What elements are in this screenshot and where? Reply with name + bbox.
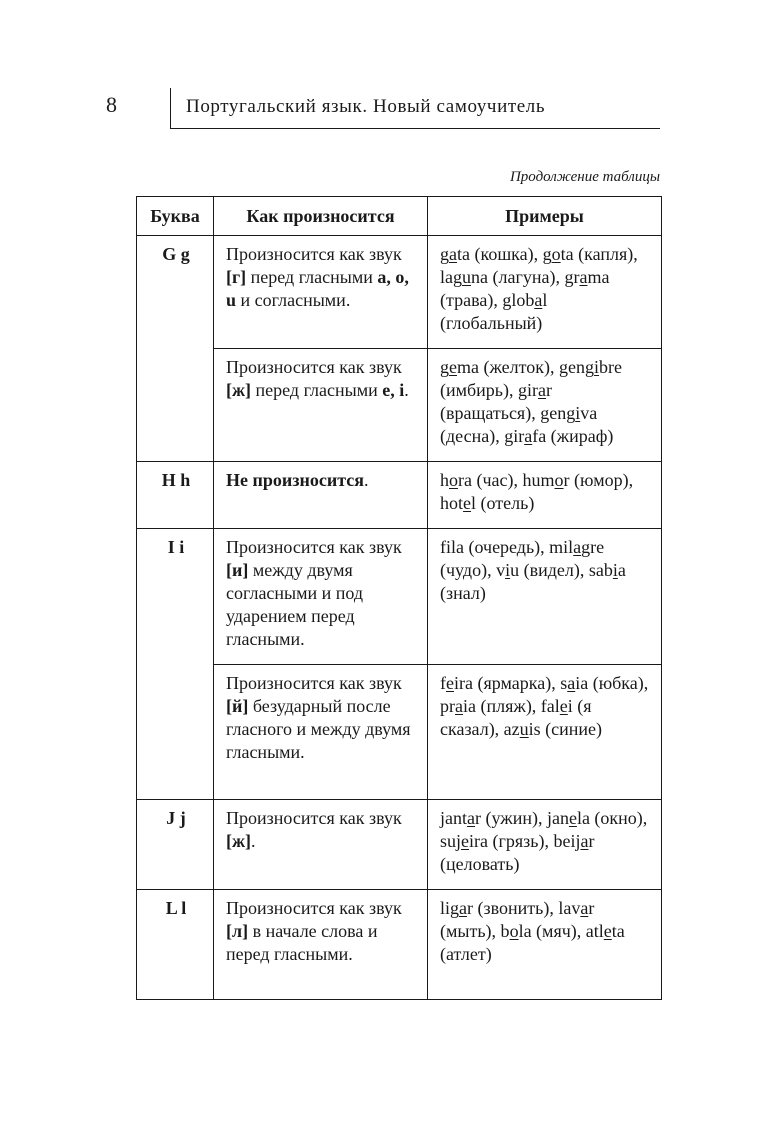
text-run: va (десна), gir: [440, 403, 598, 446]
stressed-vowel: o: [554, 470, 564, 490]
bold-text: Не произносится: [226, 470, 364, 490]
text-run: la (окно), suj: [440, 808, 648, 851]
text-run: Произносится как звук: [226, 898, 402, 918]
text-run: ra (час), hum: [458, 470, 555, 490]
stressed-vowel: a: [459, 898, 468, 918]
stressed-vowel: a: [455, 696, 463, 716]
bold-text: [й]: [226, 696, 249, 716]
column-header-examples: Примеры: [428, 197, 662, 236]
stressed-vowel: e: [568, 808, 577, 828]
text-run: is (синие): [528, 719, 603, 739]
pronunciation-cell: [214, 800, 428, 890]
stressed-vowel: o: [551, 244, 561, 264]
stressed-vowel: e: [461, 831, 470, 851]
table-row: [137, 665, 662, 800]
stressed-vowel: u: [519, 719, 529, 739]
stressed-vowel: i: [612, 560, 618, 580]
text-run: перед гласными: [246, 267, 378, 287]
text-run: r (юмор), hot: [440, 470, 634, 513]
pronunciation-table: [136, 196, 662, 1000]
stressed-vowel: e: [446, 673, 454, 693]
stressed-vowel: a: [449, 244, 457, 264]
stressed-vowel: e: [603, 921, 612, 941]
bold-text: [г]: [226, 267, 247, 287]
pronunciation-cell: [214, 665, 428, 800]
stressed-vowel: a: [538, 380, 547, 400]
table-row: [137, 890, 662, 1000]
examples-cell: [428, 800, 662, 890]
text-run: fa (жираф): [532, 426, 614, 446]
stressed-vowel: i: [505, 560, 511, 580]
text-run: Произносится как звук: [226, 244, 402, 264]
examples-cell: [428, 665, 662, 800]
bold-text: e, i: [382, 380, 405, 400]
table-row: [137, 462, 662, 529]
text-run: f: [440, 673, 446, 693]
text-run: ta (кошка), g: [457, 244, 552, 264]
text-run: r (целовать): [440, 831, 595, 874]
bold-text: [ж]: [226, 380, 252, 400]
examples-cell: [428, 349, 662, 462]
stressed-vowel: a: [573, 537, 582, 557]
text-run: g: [440, 357, 449, 377]
text-run: Произносится как звук: [226, 537, 402, 557]
page-number: 8: [106, 92, 117, 117]
text-run: перед гласными: [251, 380, 383, 400]
stressed-vowel: i: [575, 403, 581, 423]
text-run: между двумя согласными и под ударением перед гласными.: [226, 560, 364, 649]
text-run: ira (грязь), beij: [469, 831, 581, 851]
text-run: и согласными.: [236, 290, 351, 310]
table-row: [137, 236, 662, 349]
text-run: Произносится как звук: [226, 357, 402, 377]
pronunciation-cell: [214, 529, 428, 665]
text-run: r (мыть), b: [440, 898, 595, 941]
stressed-vowel: a: [534, 290, 543, 310]
text-run: Произносится как звук: [226, 673, 402, 693]
text-run: ta (атлет): [440, 921, 625, 964]
letter-cell: H h: [137, 462, 214, 529]
stressed-vowel: o: [509, 921, 519, 941]
text-run: jant: [440, 808, 467, 828]
text-run: в начале слова и перед гласными.: [226, 921, 378, 964]
letter-cell: L l: [137, 890, 214, 1000]
examples-cell: [428, 236, 662, 349]
stressed-vowel: a: [467, 808, 475, 828]
bold-text: [ж]: [226, 831, 252, 851]
text-run: la (мяч), atl: [518, 921, 604, 941]
text-run: u (видел), sab: [510, 560, 613, 580]
table-row: [137, 800, 662, 890]
text-run: ma (трава), glob: [440, 267, 610, 310]
pronunciation-cell: [214, 236, 428, 349]
text-run: r (звонить), lav: [467, 898, 581, 918]
text-run: ta (капля), lag: [440, 244, 638, 287]
text-run: безударный после гласного и между двумя гласными.: [226, 696, 411, 762]
header-divider: [170, 88, 171, 128]
text-run: l (отель): [471, 493, 535, 513]
examples-cell: [428, 890, 662, 1000]
text-run: Произносится как звук: [226, 808, 402, 828]
text-run: h: [440, 470, 449, 490]
text-run: ia (юбка), pr: [440, 673, 649, 716]
stressed-vowel: a: [579, 267, 588, 287]
column-header-letter: Буква: [137, 197, 214, 236]
stressed-vowel: o: [449, 470, 458, 490]
text-run: ira (ярмарка), s: [454, 673, 568, 693]
examples-cell: [428, 462, 662, 529]
bold-text: a, o, u: [226, 267, 409, 310]
letter-cell: I i: [137, 529, 214, 800]
stressed-vowel: e: [463, 493, 472, 513]
text-run: bre (имбирь), gir: [440, 357, 623, 400]
stressed-vowel: u: [462, 267, 471, 287]
stressed-vowel: e: [449, 357, 457, 377]
text-run: ia (пляж), fal: [463, 696, 560, 716]
stressed-vowel: a: [580, 898, 589, 918]
text-run: gre (чудо), v: [440, 537, 605, 580]
text-run: .: [404, 380, 409, 400]
table-continuation-label: Продолжение таблицы: [509, 169, 660, 185]
pronunciation-cell: [214, 462, 428, 529]
text-run: a (знал): [440, 560, 626, 603]
text-run: g: [440, 244, 449, 264]
table-row: [137, 349, 662, 462]
text-run: r (ужин), jan: [475, 808, 569, 828]
text-run: .: [364, 470, 369, 490]
pronunciation-cell: [214, 349, 428, 462]
running-header: [106, 88, 660, 128]
text-run: .: [251, 831, 256, 851]
stressed-vowel: a: [580, 831, 589, 851]
table-header-row: [137, 197, 662, 236]
column-header-pronunciation: Как произносится: [214, 197, 428, 236]
letter-cell: J j: [137, 800, 214, 890]
stressed-vowel: e: [559, 696, 568, 716]
text-run: na (лагуна), gr: [471, 267, 580, 287]
table-row: [137, 529, 662, 665]
text-run: ma (желток), geng: [457, 357, 595, 377]
text-run: lig: [440, 898, 460, 918]
pronunciation-cell: [214, 890, 428, 1000]
stressed-vowel: a: [524, 426, 533, 446]
text-run: i (я сказал), az: [440, 696, 592, 739]
bold-text: [л]: [226, 921, 249, 941]
letter-cell: G g: [137, 236, 214, 462]
text-run: r (вращаться), geng: [440, 380, 576, 423]
text-run: fila (очередь), mil: [440, 537, 574, 557]
bold-text: [и]: [226, 560, 249, 580]
examples-cell: [428, 529, 662, 665]
header-rule: [170, 128, 660, 129]
running-title: Португальский язык. Новый самоучитель: [186, 96, 546, 117]
stressed-vowel: i: [594, 357, 600, 377]
text-run: l (глобальный): [440, 290, 548, 333]
stressed-vowel: a: [567, 673, 576, 693]
